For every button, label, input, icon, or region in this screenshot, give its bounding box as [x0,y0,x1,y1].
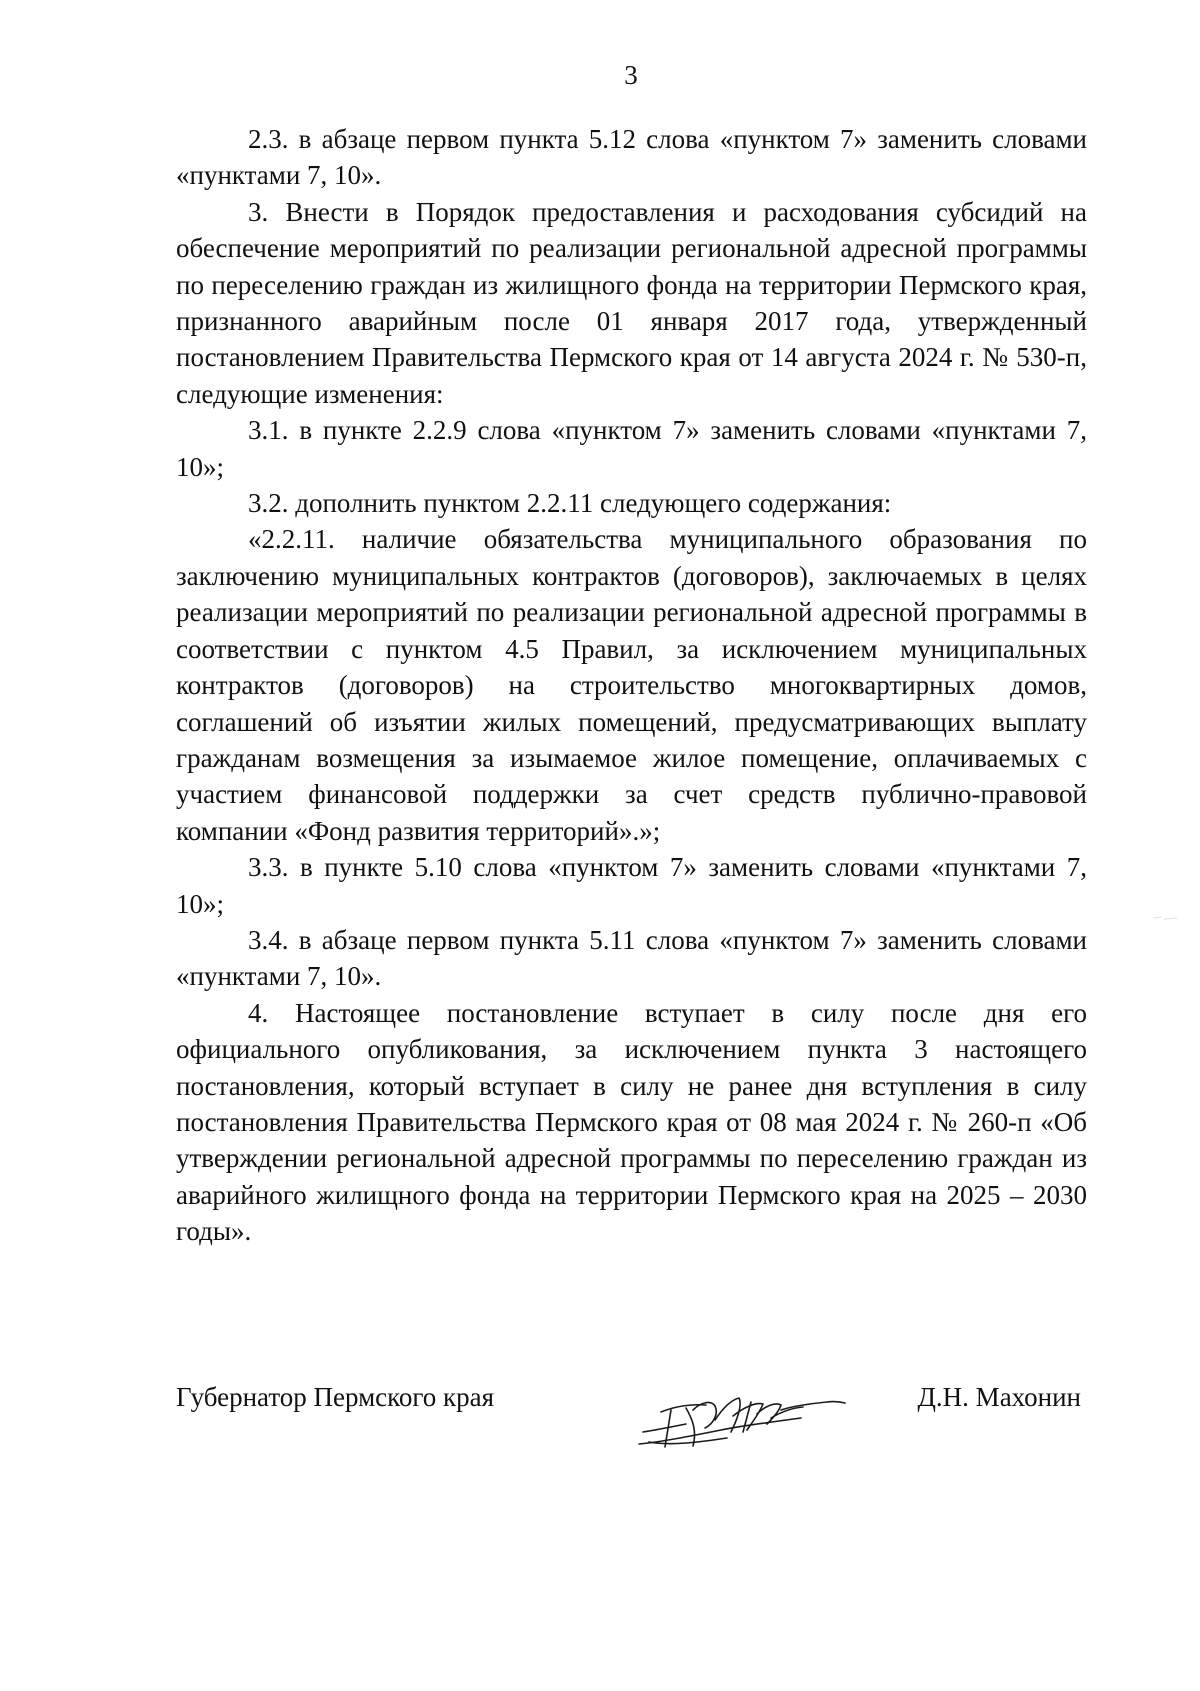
document-body [176,121,1087,1250]
paragraph-2-2-11-quote: «2.2.11. наличие обязательства муниципального образования по заключению муниципальных контрактов (договоров), заключаемых в целях реализации мероприятий по реализации региональной адресной программы в соответствии с пунктом 4.5 Правил, за исключением муниципальных контрактов (договоров) на строительство многоквартирных домов, соглашений об изъятии жилых помещений, предусматривающих выплату гражданам возмещения за изымаемое жилое помещение, оплачиваемых с участием финансовой поддержки за счет средств публично-правовой компании «Фонд развития территорий».»; [176,524,1087,846]
page-number: 3 [624,60,638,90]
handwritten-signature [631,1372,851,1457]
paragraph-3: 3. Внести в Порядок предоставления и расходования субсидий на обеспечение мероприятий по реализации региональной адресной программы по переселению граждан из жилищного фонда на территории Пермского края, признанного аварийным после 01 января 2017 года, утвержденный постановлением Правительства Пермского края от 14 августа 2024 г. № 530-п, следующие изменения: [176,196,1087,409]
signer-position: Губернатор Пермского края [176,1382,495,1412]
scan-speck [1152,915,1178,921]
paragraph-3-1: 3.1. в пункте 2.2.9 слова «пунктом 7» заменить словами «пунктами 7, 10»; [176,415,1087,482]
paragraph-3-4: 3.4. в абзаце первом пункта 5.11 слова «пунктом 7» заменить словами «пунктами 7, 10». [176,924,1087,992]
signer-name: Д.Н. Махонин [917,1382,1081,1412]
paragraph-3-3: 3.3. в пункте 5.10 слова «пунктом 7» заменить словами «пунктами 7, 10»; [176,852,1087,919]
signature-block [176,1372,1081,1462]
paragraph-3-2: 3.2. дополнить пунктом 2.2.11 следующего содержания: [248,488,892,519]
paragraph-2-3: 2.3. в абзаце первом пункта 5.12 слова «пунктом 7» заменить словами «пунктами 7, 10». [176,124,1087,191]
paragraph-4: 4. Настоящее постановление вступает в силу после дня его официального опубликования, за исключением пункта 3 настоящего постановления, который вступает в силу не ранее дня вступления в силу постановления Правительства Пермского края от 08 мая 2024 г. № 260-п «Об утверждении региональной адресной программы по переселению граждан из аварийного жилищного фонда на территории Пермского края на 2025 – 2030 годы». [176,997,1087,1247]
